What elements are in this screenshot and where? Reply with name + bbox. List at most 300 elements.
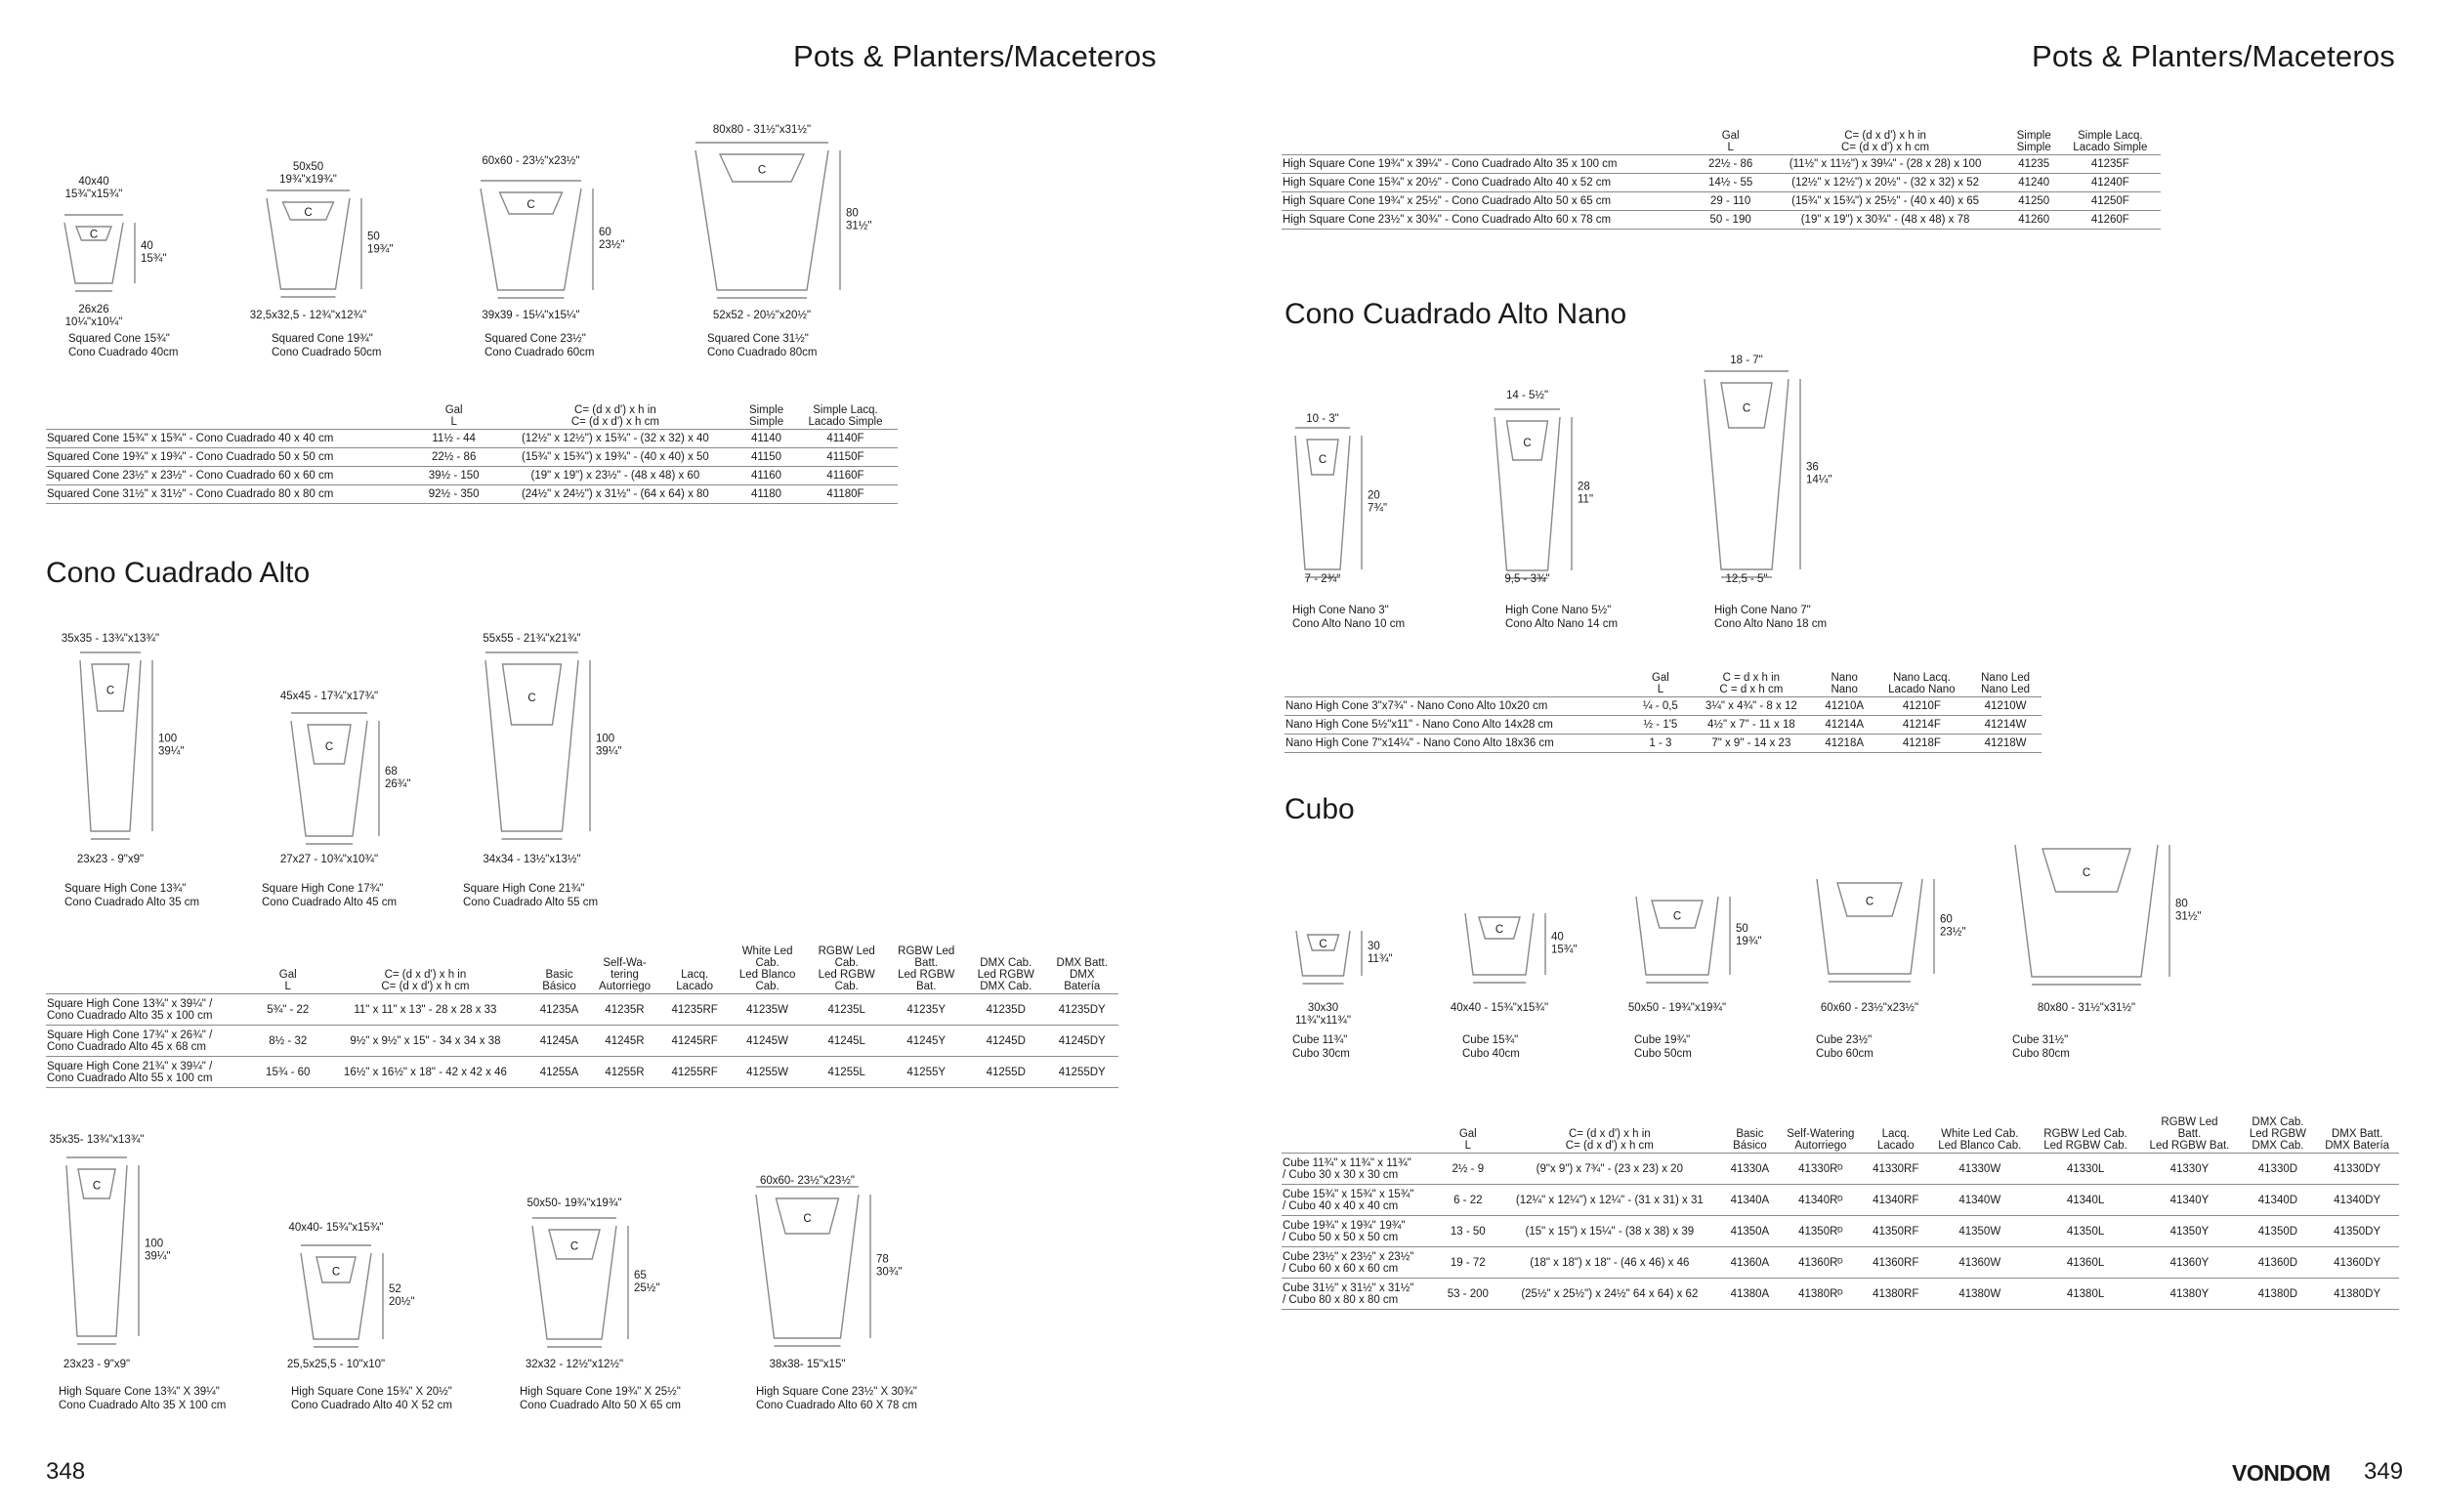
- table-cell: Nano High Cone 3"x7¾" - Nano Cono Alto 10x20 cm: [1284, 697, 1633, 716]
- table-cell: 41340L: [2033, 1185, 2139, 1216]
- c-label: C: [1742, 402, 1751, 415]
- top-dimension-label: 45x45 - 17¾"x17¾": [279, 691, 379, 702]
- height-dimension-label: 65 25½": [634, 1270, 660, 1294]
- table-row: [1282, 1154, 2399, 1185]
- caption-line: Squared Cone 31½": [707, 333, 809, 345]
- table-cell: 41235F: [2060, 155, 2161, 174]
- column-header: RGBW Led Cab. Led RGBW Cab.: [2033, 1116, 2139, 1154]
- table-cell: 41255W: [728, 1057, 807, 1088]
- table-cell: 41235: [2008, 155, 2060, 174]
- table-cell: Nano High Cone 5½"x11" - Nano Cono Alto 14x28 cm: [1284, 716, 1633, 735]
- top-dimension-label: 80x80 - 31½"x31½": [712, 124, 812, 136]
- caption-line: Cono Cuadrado Alto 35 cm: [64, 897, 200, 908]
- table-row: [1282, 174, 2161, 192]
- table-cell: 41218A: [1815, 735, 1874, 753]
- top-dimension-label: 40x40 15¾"x15¾": [64, 176, 123, 200]
- table-cell: 41245L: [807, 1026, 887, 1057]
- table-cell: 41330D: [2241, 1154, 2316, 1185]
- table-row: [46, 1057, 1118, 1088]
- table-cell: 41330DY: [2315, 1154, 2399, 1185]
- top-dimension-label: 60x60 - 23½"x23½": [482, 155, 580, 167]
- table-cell: 19 - 72: [1440, 1247, 1496, 1279]
- c-label: C: [324, 741, 334, 753]
- table-cell: 41360Rᴰ: [1777, 1247, 1865, 1279]
- top-dimension-label: 60x60- 23½"x23½": [759, 1175, 856, 1187]
- table-cell: 41245RF: [661, 1026, 728, 1057]
- table-cell: 41160F: [793, 467, 898, 485]
- table-cell: 41360D: [2241, 1247, 2316, 1279]
- table-cell: 41350A: [1723, 1216, 1777, 1247]
- table-cell: 6 - 22: [1440, 1185, 1496, 1216]
- caption-line: High Square Cone 19¾" X 25½": [520, 1386, 681, 1398]
- table-cell: 41250: [2008, 192, 2060, 211]
- caption-line: Cono Alto Nano 18 cm: [1714, 618, 1828, 630]
- caption-line: Cubo 60cm: [1816, 1048, 1874, 1060]
- table-cell: 39½ - 150: [417, 467, 491, 485]
- column-header: DMX Batt. DMX Batería: [1046, 945, 1119, 994]
- column-header: C= (d x d') x h in C= (d x d') x h cm: [1496, 1116, 1723, 1154]
- c-label: C: [89, 229, 99, 241]
- table-cell: 29 - 110: [1699, 192, 1763, 211]
- top-dimension-label: 50x50 19¾"x19¾": [279, 161, 337, 186]
- table-cell: 41350RF: [1865, 1216, 1927, 1247]
- table-cell: (19" x 19") x 23½" - (48 x 48) x 60: [491, 467, 739, 485]
- table-cell: 41340D: [2241, 1185, 2316, 1216]
- table-row: [1282, 211, 2161, 230]
- table-cell: 41380Y: [2138, 1279, 2240, 1310]
- top-dimension-label: 40x40- 15¾"x15¾": [288, 1222, 384, 1234]
- table-cell: 41260: [2008, 211, 2060, 230]
- table-cell: (24½" x 24½") x 31½" - (64 x 64) x 80: [491, 485, 739, 504]
- table-cell: 41255A: [530, 1057, 588, 1088]
- table-cell: 41235Y: [886, 994, 966, 1026]
- table-row: [46, 467, 898, 485]
- caption-line: Cube 31½": [2012, 1034, 2069, 1046]
- table-cell: Square High Cone 17¾" x 26¾" / Cono Cuadrado Alto 45 x 68 cm: [46, 1026, 256, 1057]
- cube-spec-table: [1282, 1116, 2399, 1310]
- caption-line: Square High Cone 13¾": [64, 883, 187, 895]
- table-row: [46, 448, 898, 467]
- table-cell: Square High Cone 13¾" x 39¼" / Cono Cuadrado Alto 35 x 100 cm: [46, 994, 256, 1026]
- bottom-dimension-label: 26x26 10¼"x10¼": [64, 304, 123, 328]
- caption-line: Cubo 80cm: [2012, 1048, 2070, 1060]
- column-header: Nano Led Nano Led: [1969, 672, 2042, 697]
- table-cell: 92½ - 350: [417, 485, 491, 504]
- table-cell: 4½" x 7" - 11 x 18: [1688, 716, 1815, 735]
- table-cell: 22½ - 86: [1699, 155, 1763, 174]
- table-cell: 41218W: [1969, 735, 2042, 753]
- table-cell: (9"x 9") x 7¾" - (23 x 23) x 20: [1496, 1154, 1723, 1185]
- c-label: C: [527, 693, 536, 705]
- column-header: Nano Lacq. Lacado Nano: [1874, 672, 1970, 697]
- c-label: C: [1319, 938, 1327, 950]
- caption-line: Squared Cone 19¾": [272, 333, 373, 345]
- column-header: Self-Wa- tering Autorriego: [588, 945, 661, 994]
- table-cell: 41235L: [807, 994, 887, 1026]
- table-cell: High Square Cone 23½" x 30¾" - Cono Cuadrado Alto 60 x 78 cm: [1282, 211, 1699, 230]
- bottom-dimension-label: 25,5x25,5 - 10"x10": [286, 1359, 386, 1370]
- caption-line: Cono Cuadrado 50cm: [272, 347, 382, 358]
- bottom-dimension-label: 32,5x32,5 - 12¾"x12¾": [249, 310, 367, 321]
- table-cell: Squared Cone 19¾" x 19¾" - Cono Cuadrado 50 x 50 cm: [46, 448, 417, 467]
- column-header: Gal L: [1699, 130, 1763, 155]
- table-cell: 14½ - 55: [1699, 174, 1763, 192]
- c-label: C: [1495, 924, 1504, 937]
- table-row: [46, 485, 898, 504]
- table-cell: Squared Cone 15¾" x 15¾" - Cono Cuadrado 40 x 40 cm: [46, 430, 417, 448]
- height-dimension-label: 60 23½": [599, 227, 625, 251]
- table-cell: 3¼" x 4¾" - 8 x 12: [1688, 697, 1815, 716]
- table-cell: Cube 23½" x 23½" x 23½" / Cubo 60 x 60 x 60 cm: [1282, 1247, 1440, 1279]
- column-header: White Led Cab. Led Blanco Cab.: [1927, 1116, 2033, 1154]
- table-cell: 53 - 200: [1440, 1279, 1496, 1310]
- table-row: [1284, 735, 2042, 753]
- table-cell: 41255Y: [886, 1057, 966, 1088]
- table-cell: 41235A: [530, 994, 588, 1026]
- table-cell: 41380DY: [2315, 1279, 2399, 1310]
- table-cell: 41380Rᴰ: [1777, 1279, 1865, 1310]
- top-dimension-label: 10 - 3": [1306, 413, 1339, 425]
- table-cell: 41360Y: [2138, 1247, 2240, 1279]
- table-cell: 41360L: [2033, 1247, 2139, 1279]
- column-header: White Led Cab. Led Blanco Cab.: [728, 945, 807, 994]
- table-row: [1282, 1247, 2399, 1279]
- table-cell: (18" x 18") x 18" - (46 x 46) x 46: [1496, 1247, 1723, 1279]
- height-dimension-label: 52 20½": [389, 1283, 415, 1308]
- table-cell: 41340Rᴰ: [1777, 1185, 1865, 1216]
- table-cell: Cube 11¾" x 11¾" x 11¾" / Cubo 30 x 30 x 30 cm: [1282, 1154, 1440, 1185]
- caption-line: Cubo 50cm: [1634, 1048, 1692, 1060]
- square-high-cone-spec-table: [46, 945, 1118, 1088]
- table-cell: High Square Cone 15¾" x 20½" - Cono Cuadrado Alto 40 x 52 cm: [1282, 174, 1699, 192]
- caption-line: Squared Cone 23½": [484, 333, 586, 345]
- column-header: C= (d x d') x h in C= (d x d') x h cm: [491, 404, 739, 430]
- bottom-dimension-label: 60x60 - 23½"x23½": [1820, 1002, 1919, 1014]
- caption-line: Cono Alto Nano 10 cm: [1292, 618, 1406, 630]
- top-dimension-label: 18 - 7": [1730, 355, 1763, 366]
- table-row: [1282, 1185, 2399, 1216]
- c-label: C: [757, 164, 767, 177]
- pot-outline: [2015, 845, 2158, 977]
- section-title-nano: Cono Cuadrado Alto Nano: [1284, 298, 1627, 330]
- caption-line: Square High Cone 21¾": [463, 883, 585, 895]
- table-cell: 41235DY: [1046, 994, 1119, 1026]
- table-cell: (15¾" x 15¾") x 25½" - (40 x 40) x 65: [1762, 192, 2007, 211]
- table-cell: 9½" x 9½" x 15" - 34 x 34 x 38: [320, 1026, 531, 1057]
- table-cell: (25½" x 25½") x 24½" 64 x 64) x 62: [1496, 1279, 1723, 1310]
- bottom-dimension-label: 23x23 - 9"x9": [63, 1359, 131, 1370]
- height-dimension-label: 100 39¼": [596, 733, 622, 758]
- table-cell: 41180: [739, 485, 793, 504]
- table-cell: 41235W: [728, 994, 807, 1026]
- table-cell: 41235RF: [661, 994, 728, 1026]
- column-header: Gal L: [1440, 1116, 1496, 1154]
- caption-line: Cono Cuadrado 80cm: [707, 347, 818, 358]
- table-row: [46, 994, 1118, 1026]
- c-label: C: [1672, 910, 1682, 923]
- bottom-dimension-label: 38x38- 15"x15": [769, 1359, 846, 1370]
- column-header: [1282, 1116, 1440, 1154]
- height-dimension-label: 40 15¾": [141, 240, 167, 265]
- table-cell: Cube 19¾" x 19¾" 19¾" / Cubo 50 x 50 x 50 cm: [1282, 1216, 1440, 1247]
- table-cell: 41210W: [1969, 697, 2042, 716]
- caption-line: Cono Cuadrado Alto 60 X 78 cm: [756, 1400, 917, 1411]
- table-cell: 41255R: [588, 1057, 661, 1088]
- height-dimension-label: 100 39¼": [158, 733, 185, 758]
- table-cell: 41255DY: [1046, 1057, 1119, 1088]
- bottom-dimension-label: 80x80 - 31½"x31½": [2037, 1002, 2136, 1014]
- column-header: Nano Nano: [1815, 672, 1874, 697]
- caption-line: High Cone Nano 3": [1292, 605, 1389, 616]
- column-header: C = d x h in C = d x h cm: [1688, 672, 1815, 697]
- table-cell: 41350DY: [2315, 1216, 2399, 1247]
- caption-line: Cubo 40cm: [1462, 1048, 1520, 1060]
- height-dimension-label: 30 11¾": [1368, 941, 1393, 965]
- table-cell: 16½" x 16½" x 18" - 42 x 42 x 46: [320, 1057, 531, 1088]
- table-cell: 41380W: [1927, 1279, 2033, 1310]
- high-square-cone-spec-table: [1282, 130, 2161, 230]
- table-row: [46, 430, 898, 448]
- c-label: C: [526, 199, 535, 212]
- table-cell: 41350D: [2241, 1216, 2316, 1247]
- caption-line: High Cone Nano 5½": [1505, 605, 1612, 616]
- column-header: Simple Lacq. Lacado Simple: [793, 404, 898, 430]
- table-cell: 41214A: [1815, 716, 1874, 735]
- table-row: [1282, 155, 2161, 174]
- top-dimension-label: 50x50- 19¾"x19¾": [526, 1197, 622, 1209]
- table-cell: High Square Cone 19¾" x 39¼" - Cono Cuadrado Alto 35 x 100 cm: [1282, 155, 1699, 174]
- table-cell: 41150: [739, 448, 793, 467]
- table-cell: 41350L: [2033, 1216, 2139, 1247]
- c-label: C: [1318, 453, 1327, 466]
- column-header: DMX Batt. DMX Batería: [2315, 1116, 2399, 1154]
- table-cell: 41235D: [966, 994, 1046, 1026]
- table-cell: (12¼" x 12¼") x 12¼" - (31 x 31) x 31: [1496, 1185, 1723, 1216]
- table-cell: 41340RF: [1865, 1185, 1927, 1216]
- table-cell: 15¾ - 60: [256, 1057, 320, 1088]
- table-cell: 41380L: [2033, 1279, 2139, 1310]
- table-cell: 41350Rᴰ: [1777, 1216, 1865, 1247]
- column-header: Lacq. Lacado: [661, 945, 728, 994]
- section-title-cubo: Cubo: [1284, 793, 1355, 825]
- right-page-header: Pots & Planters/Maceteros: [2032, 39, 2395, 73]
- table-cell: 41245W: [728, 1026, 807, 1057]
- bottom-dimension-label: 12,5 - 5": [1725, 573, 1768, 585]
- table-cell: 41245D: [966, 1026, 1046, 1057]
- table-cell: 41340DY: [2315, 1185, 2399, 1216]
- top-dimension-label: 35x35- 13¾"x13¾": [49, 1134, 145, 1146]
- caption-line: Square High Cone 17¾": [262, 883, 384, 895]
- table-cell: ½ - 1'5: [1633, 716, 1688, 735]
- height-dimension-label: 20 7¾": [1368, 489, 1388, 515]
- table-cell: 41240F: [2060, 174, 2161, 192]
- table-cell: Cube 31½" x 31½" x 31½" / Cubo 80 x 80 x 80 cm: [1282, 1279, 1440, 1310]
- c-label: C: [2082, 867, 2091, 880]
- table-cell: 41255L: [807, 1057, 887, 1088]
- column-header: RGBW Led Cab. Led RGBW Cab.: [807, 945, 887, 994]
- left-page-header: Pots & Planters/Maceteros: [793, 39, 1157, 73]
- table-cell: 41330A: [1723, 1154, 1777, 1185]
- column-header: Simple Simple: [739, 404, 793, 430]
- table-cell: 41260F: [2060, 211, 2161, 230]
- table-cell: 41214F: [1874, 716, 1970, 735]
- caption-line: High Square Cone 23½" X 30¾": [756, 1386, 917, 1398]
- table-cell: 41380D: [2241, 1279, 2316, 1310]
- squared-cone-spec-table: [46, 404, 898, 504]
- table-cell: 41380A: [1723, 1279, 1777, 1310]
- table-cell: 41235R: [588, 994, 661, 1026]
- column-header: Self-Watering Autorriego: [1777, 1116, 1865, 1154]
- caption-line: Cube 23½": [1816, 1034, 1873, 1046]
- bottom-dimension-label: 40x40 - 15¾"x15¾": [1450, 1002, 1549, 1014]
- bottom-dimension-label: 7 - 2¾": [1304, 573, 1341, 585]
- top-dimension-label: 14 - 5½": [1505, 390, 1549, 401]
- column-header: RGBW Led Batt. Led RGBW Bat.: [886, 945, 966, 994]
- column-header: DMX Cab. Led RGBW DMX Cab.: [966, 945, 1046, 994]
- table-cell: 41360RF: [1865, 1247, 1927, 1279]
- column-header: C= (d x d') x h in C= (d x d') x h cm: [320, 945, 531, 994]
- height-dimension-label: 100 39¼": [145, 1238, 171, 1263]
- table-cell: (12½" x 12½") x 20½" - (32 x 32) x 52: [1762, 174, 2007, 192]
- bottom-dimension-label: 32x32 - 12½"x12½": [525, 1359, 624, 1370]
- table-cell: 41210A: [1815, 697, 1874, 716]
- height-dimension-label: 40 15¾": [1551, 931, 1578, 956]
- table-cell: 41380RF: [1865, 1279, 1927, 1310]
- caption-line: Cubo 30cm: [1292, 1048, 1350, 1060]
- column-header: Basic Básico: [530, 945, 588, 994]
- table-cell: Nano High Cone 7"x14¼" - Nano Cono Alto 18x36 cm: [1284, 735, 1633, 753]
- height-dimension-label: 50 19¾": [1736, 923, 1762, 947]
- table-cell: 41150F: [793, 448, 898, 467]
- table-cell: 41218F: [1874, 735, 1970, 753]
- right-page-number: 349: [2364, 1458, 2404, 1485]
- column-header: [46, 945, 256, 994]
- table-cell: 8½ - 32: [256, 1026, 320, 1057]
- top-dimension-label: 35x35 - 13¾"x13¾": [61, 633, 160, 645]
- caption-line: Cono Cuadrado 40cm: [68, 347, 179, 358]
- table-cell: 41350W: [1927, 1216, 2033, 1247]
- bottom-dimension-label: 9,5 - 3¾": [1504, 573, 1550, 585]
- bottom-dimension-label: 39x39 - 15¼"x15¼": [482, 310, 580, 321]
- table-cell: 41245DY: [1046, 1026, 1119, 1057]
- column-header: Lacq. Lacado: [1865, 1116, 1927, 1154]
- table-cell: High Square Cone 19¾" x 25½" - Cono Cuadrado Alto 50 x 65 cm: [1282, 192, 1699, 211]
- table-cell: ¼ - 0,5: [1633, 697, 1688, 716]
- table-row: [1284, 697, 2042, 716]
- table-cell: 2½ - 9: [1440, 1154, 1496, 1185]
- bottom-dimension-label: 50x50 - 19¾"x19¾": [1627, 1002, 1727, 1014]
- height-dimension-label: 60 23½": [1940, 913, 1966, 939]
- column-header: RGBW Led Batt. Led RGBW Bat.: [2138, 1116, 2240, 1154]
- column-header: [1282, 130, 1699, 155]
- c-label: C: [105, 685, 115, 697]
- table-cell: 41140F: [793, 430, 898, 448]
- table-cell: (15" x 15") x 15¼" - (38 x 38) x 39: [1496, 1216, 1723, 1247]
- table-cell: 41330RF: [1865, 1154, 1927, 1185]
- table-cell: 41245Y: [886, 1026, 966, 1057]
- table-cell: 41330W: [1927, 1154, 2033, 1185]
- caption-line: High Square Cone 13¾" X 39¼": [59, 1386, 220, 1398]
- table-cell: 41180F: [793, 485, 898, 504]
- column-header: Gal L: [417, 404, 491, 430]
- table-row: [1282, 1279, 2399, 1310]
- caption-line: Cono Cuadrado Alto 35 X 100 cm: [59, 1400, 227, 1411]
- nano-high-cone-spec-table: [1284, 672, 2042, 753]
- height-dimension-label: 78 30¾": [876, 1253, 903, 1279]
- c-label: C: [1523, 438, 1532, 449]
- table-cell: 41255RF: [661, 1057, 728, 1088]
- table-cell: Squared Cone 23½" x 23½" - Cono Cuadrado 60 x 60 cm: [46, 467, 417, 485]
- height-dimension-label: 50 19¾": [367, 231, 394, 256]
- bottom-dimension-label: 34x34 - 13½"x13½": [483, 854, 581, 865]
- vondom-logo: VONDOM: [2232, 1460, 2331, 1486]
- table-cell: 50 - 190: [1699, 211, 1763, 230]
- table-cell: Square High Cone 21¾" x 39¼" / Cono Cuadrado Alto 55 x 100 cm: [46, 1057, 256, 1088]
- bottom-dimension-label: 27x27 - 10¾"x10¾": [279, 854, 379, 865]
- caption-line: Cube 15¾": [1462, 1034, 1519, 1046]
- c-label: C: [92, 1180, 102, 1193]
- height-dimension-label: 80 31½": [2175, 898, 2202, 923]
- caption-line: Cono Cuadrado Alto 55 cm: [463, 897, 599, 908]
- bottom-dimension-label: 30x30 11¾"x11¾": [1295, 1002, 1351, 1027]
- table-row: [1284, 716, 2042, 735]
- top-dimension-label: 55x55 - 21¾"x21¾": [483, 633, 581, 645]
- height-dimension-label: 28 11": [1578, 481, 1594, 506]
- table-cell: 41245R: [588, 1026, 661, 1057]
- table-cell: 41330Rᴰ: [1777, 1154, 1865, 1185]
- table-cell: 41360A: [1723, 1247, 1777, 1279]
- caption-line: Cono Alto Nano 14 cm: [1505, 618, 1619, 630]
- table-cell: (12½" x 12½") x 15¾" - (32 x 32) x 40: [491, 430, 739, 448]
- table-cell: 41250F: [2060, 192, 2161, 211]
- table-cell: 41240: [2008, 174, 2060, 192]
- table-cell: (11½" x 11½") x 39¼" - (28 x 28) x 100: [1762, 155, 2007, 174]
- table-cell: 41160: [739, 467, 793, 485]
- caption-line: Squared Cone 15¾": [68, 333, 170, 345]
- column-header: Gal L: [256, 945, 320, 994]
- table-cell: 41214W: [1969, 716, 2042, 735]
- table-row: [1282, 192, 2161, 211]
- bottom-dimension-label: 52x52 - 20½"x20½": [712, 310, 812, 321]
- table-cell: 7" x 9" - 14 x 23: [1688, 735, 1815, 753]
- caption-line: Cube 11¾": [1292, 1034, 1348, 1046]
- height-dimension-label: 36 14¼": [1806, 461, 1832, 486]
- caption-line: Cube 19¾": [1634, 1034, 1691, 1046]
- table-cell: 41340A: [1723, 1185, 1777, 1216]
- c-label: C: [304, 206, 313, 219]
- table-row: [46, 1026, 1118, 1057]
- caption-line: Cono Cuadrado Alto 45 cm: [262, 897, 398, 908]
- table-cell: 41255D: [966, 1057, 1046, 1088]
- height-dimension-label: 68 26¾": [385, 766, 411, 790]
- table-cell: 41350Y: [2138, 1216, 2240, 1247]
- table-cell: 11½ - 44: [417, 430, 491, 448]
- caption-line: High Cone Nano 7": [1714, 605, 1811, 616]
- column-header: [46, 404, 417, 430]
- table-row: [1282, 1216, 2399, 1247]
- table-cell: 22½ - 86: [417, 448, 491, 467]
- table-cell: 41340Y: [2138, 1185, 2240, 1216]
- height-dimension-label: 80 31½": [846, 207, 872, 232]
- column-header: C= (d x d') x h in C= (d x d') x h cm: [1762, 130, 2007, 155]
- c-label: C: [569, 1240, 579, 1253]
- c-label: C: [803, 1212, 812, 1225]
- c-label: C: [331, 1266, 341, 1279]
- column-header: Basic Básico: [1723, 1116, 1777, 1154]
- table-cell: (19" x 19") x 30¾" - (48 x 48) x 78: [1762, 211, 2007, 230]
- column-header: Simple Simple: [2008, 130, 2060, 155]
- caption-line: Cono Cuadrado Alto 40 X 52 cm: [291, 1400, 452, 1411]
